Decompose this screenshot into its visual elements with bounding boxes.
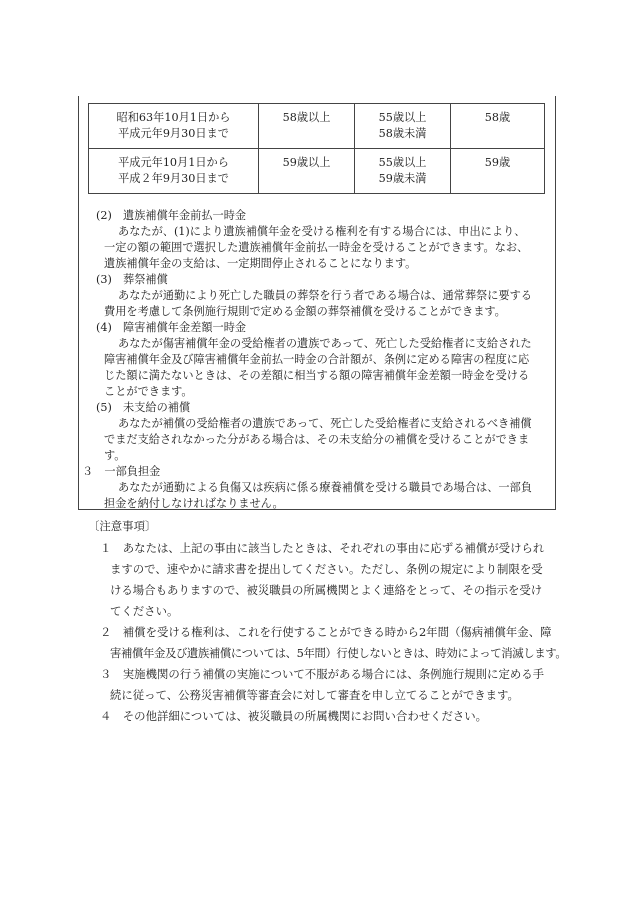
table-row [89,149,545,194]
item-text: ことができます。 [104,385,193,398]
section-text: 担金を納付しなければなりません。 [104,497,284,510]
item-text: す。 [104,449,126,462]
note-line: てください。 [110,604,179,618]
item-heading: (4) 障害補償年金差額一時金 [96,321,247,334]
note-line: ける場合もありますので、被災職員の所属機関とよく連絡をとって、その指示を受け [110,583,543,597]
age-cell: 58歳以上 [259,104,355,149]
item-heading: (2) 遺族補償年金前払一時金 [96,209,247,222]
item-text: 費用を考慮して条例施行規則で定める金額の葬祭補償を受けることができます。 [104,305,506,318]
item-text: じた額に満たないときは、その差額に相当する額の障害補償年金差額一時金を受ける [104,369,530,382]
period-cell: 平成元年10月1日から 平成２年9月30日まで [89,149,259,194]
note-line: ますので、速やかに請求書を提出してください。ただし、条例の規定により制限を受 [110,562,543,576]
note-line: 害補償年金及び遺族補償については、5年間）行使しないときは、時効によって消滅します。 [110,646,567,660]
item-text: 遺族補償年金の支給は、一定期間停止されることになります。 [104,257,417,270]
item-heading: (3) 葬祭補償 [96,273,168,286]
item-text: 障害補償年金及び障害補償年金前払一時金の合計額が、条例に定める障害の程度に応 [104,353,530,366]
note-line: ３ 実施機関の行う補償の実施について不服がある場合には、条例施行規則に定める手 [100,667,545,681]
item-text: でまだ支給されなかった分がある場合は、その未支給分の補償を受けることができま [104,433,530,446]
item-text: あなたが、(1)により遺族補償年金を受ける権利を有する場合には、申出により、 [118,225,526,238]
note-line: １ あなたは、上記の事由に該当したときは、それぞれの事由に応ずる補償が受けられ [100,541,545,555]
section-heading: ３ 一部負担金 [82,465,161,478]
period-cell: 昭和63年10月1日から 平成元年9月30日まで [89,104,259,149]
age-cell: 59歳以上 [259,149,355,194]
item-heading: (5) 未支給の補償 [96,401,191,414]
age-requirement-table [88,103,545,194]
note-line: ２ 補償を受ける権利は、これを行使することができる時から2年間（傷病補償年金、障 [100,625,552,639]
item-text: あなたが傷害補償年金の受給権者の遺族であって、死亡した受給権者に支給された [118,337,532,350]
section-text: あなたが通勤による負傷又は疾病に係る療養補償を受ける職員であ場合は、一部負 [118,481,532,494]
age-cell: 58歳 [451,104,545,149]
item-text: 一定の額の範囲で選択した遺族補償年金前払一時金を受けることができます。なお、 [104,241,529,254]
note-line: 続に従って、公務災害補償等審査会に対して審査を申し立てることができます。 [110,688,519,702]
age-range-cell: 55歳以上 58歳未満 [355,104,451,149]
notes-title: 〔注意事項〕 [88,519,157,533]
table-row [89,104,545,149]
age-range-cell: 55歳以上 59歳未満 [355,149,451,194]
note-line: ４ その他詳細については、被災職員の所属機関にお問い合わせください。 [100,709,488,723]
item-text: あなたが通勤により死亡した職員の葬祭を行う者である場合は、通常葬祭に要する [118,289,532,302]
item-text: あなたが補償の受給権者の遺族であって、死亡した受給権者に支給されるべき補償 [118,417,532,430]
age-cell: 59歳 [451,149,545,194]
